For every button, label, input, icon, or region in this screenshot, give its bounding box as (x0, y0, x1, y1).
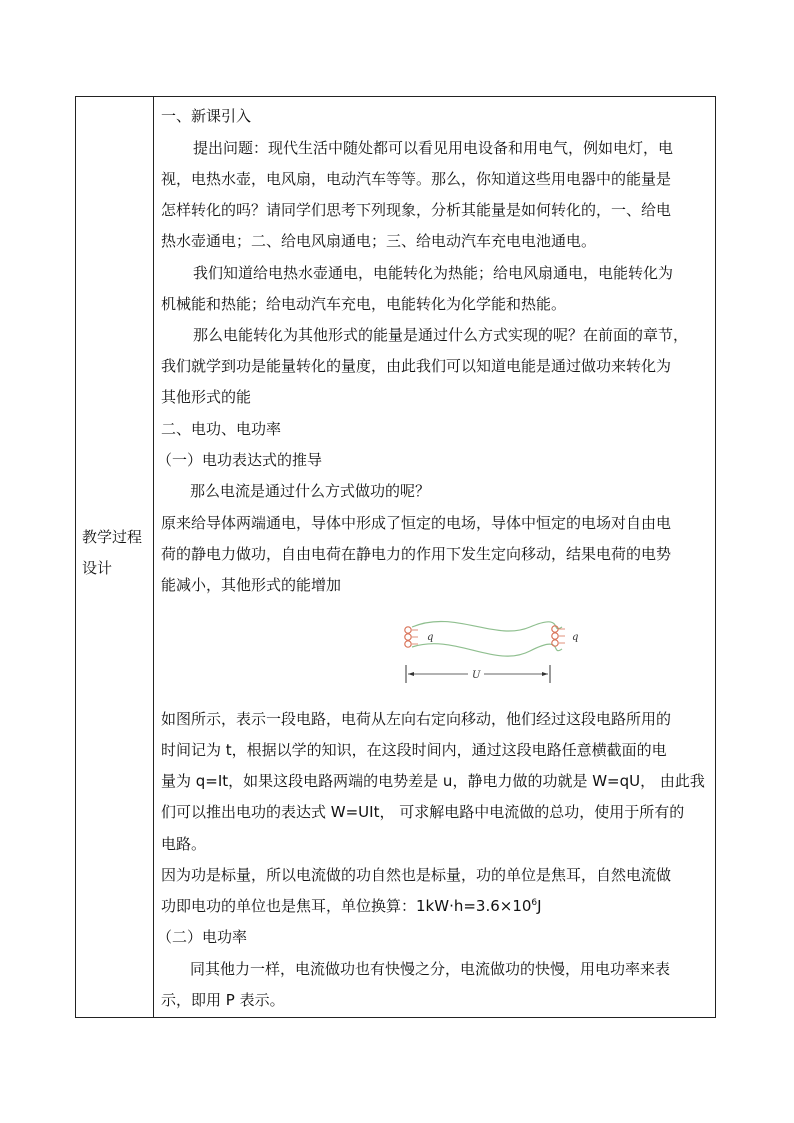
circuit-segment-figure (400, 617, 590, 697)
row-header-line-2: 设计 (82, 559, 113, 577)
heading-electric-work: 二、电功、电功率 (161, 420, 282, 438)
unit-exponent: 6 (531, 898, 538, 908)
subheading-power: （二）电功率 (157, 928, 248, 946)
paragraph-line: 们可以推出电功的表达式 W=UIt， 可求解电路中电流做的总功，使用于所有的 (161, 803, 685, 821)
charge-icon (552, 633, 558, 639)
unit-conversion-text: 功即电功的单位也是焦耳，单位换算：1kW·h=3.6×10 (161, 897, 532, 915)
voltage-label: U (472, 670, 481, 681)
paragraph-line: 那么电流是通过什么方式做功的呢？ (190, 482, 431, 500)
row-header-cell (76, 97, 154, 1017)
lesson-table (75, 96, 716, 1018)
paragraph-line: 我们就学到功是能量转化的量度，由此我们可以知道电能是通过做功来转化为 (161, 357, 672, 375)
charge-icon (552, 640, 558, 646)
paragraph-line: 提出问题：现代生活中随处都可以看见用电设备和用电气，例如电灯，电 (193, 139, 674, 157)
charge-icon (405, 634, 411, 640)
paragraph-line: 怎样转化的吗？请同学们思考下列现象，分析其能量是如何转化的，一、给电 (161, 201, 672, 219)
charge-icon (405, 627, 411, 633)
charge-icon (405, 641, 411, 647)
subheading-derivation: （一）电功表达式的推导 (157, 451, 323, 469)
paragraph-line: 量为 q=It，如果这段电路两端的电势差是 u，静电力做的功就是 W=qU， 由此我 (161, 772, 705, 790)
row-header-line-1: 教学过程 (82, 528, 143, 546)
charge-label-right: q (572, 632, 579, 643)
paragraph-line: 机械能和热能；给电动汽车充电，电能转化为化学能和热能。 (161, 295, 567, 313)
paragraph-line: 时间记为 t，根据以学的知识，在这段时间内，通过这段电路任意横截面的电 (161, 741, 667, 759)
paragraph-line: 示，即用 P 表示。 (161, 991, 285, 1009)
charge-label-left: q (427, 632, 434, 643)
paragraph-line: 如图所示，表示一段电路，电荷从左向右定向移动，他们经过这段电路所用的 (161, 710, 672, 728)
paragraph-line: 电路。 (161, 835, 207, 853)
unit-conversion-line (161, 895, 705, 916)
paragraph-line: 我们知道给电热水壶通电，电能转化为热能；给电风扇通电，电能转化为 (193, 264, 674, 282)
paragraph-line: 同其他力一样，电流做功也有快慢之分，电流做功的快慢，用电功率来表 (190, 960, 671, 978)
paragraph-line: 因为功是标量，所以电流做的功自然也是标量，功的单位是焦耳，自然电流做 (161, 866, 672, 884)
paragraph-line: 其他形式的能 (161, 388, 252, 406)
content-cell (155, 97, 715, 1017)
paragraph-line: 能减小，其他形式的能增加 (161, 576, 342, 594)
paragraph-line: 视，电热水壶，电风扇，电动汽车等等。那么，你知道这些用电器中的能量是 (161, 170, 672, 188)
unit-suffix: J (537, 897, 542, 915)
heading-intro: 一、新课引入 (161, 107, 252, 125)
paragraph-line: 那么电能转化为其他形式的能量是通过什么方式实现的呢？在前面的章节， (193, 326, 689, 344)
paragraph-line: 原来给导体两端通电，导体中形成了恒定的电场，导体中恒定的电场对自由电 (161, 514, 672, 532)
row-header-label (82, 522, 150, 584)
paragraph-line: 荷的静电力做功，自由电荷在静电力的作用下发生定向移动，结果电荷的电势 (161, 545, 672, 563)
paragraph-line: 热水壶通电；二、给电风扇通电；三、给电动汽车充电电池通电。 (161, 232, 597, 250)
